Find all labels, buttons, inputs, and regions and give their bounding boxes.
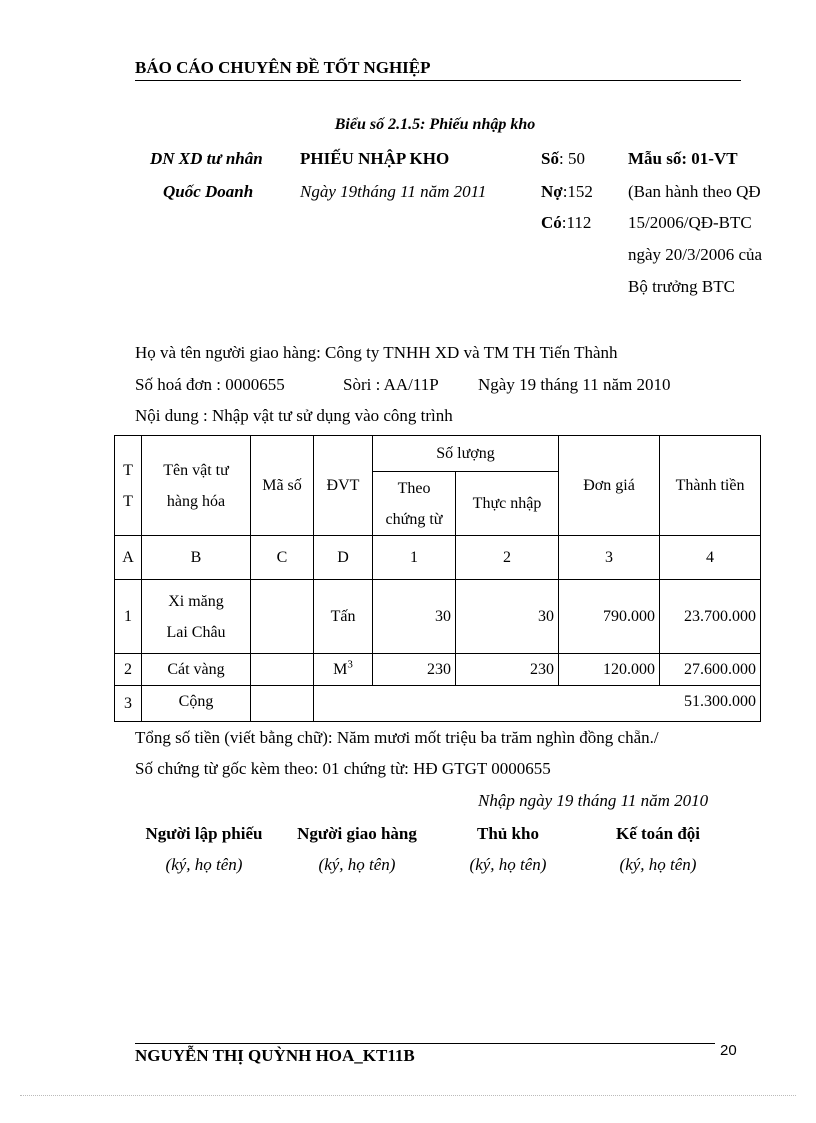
- row-code: [251, 654, 314, 686]
- total-label: Cộng: [142, 686, 251, 722]
- invoice-date: Ngày 19 tháng 11 năm 2010: [478, 375, 671, 394]
- attached-docs: Số chứng từ gốc kèm theo: 01 chứng từ: HĐ GTGT 0000655: [135, 759, 551, 778]
- tt-header-1: T: [123, 461, 133, 479]
- invoice-number: Số hoá đơn : 0000655: [135, 375, 285, 394]
- doc-number: [541, 149, 585, 169]
- name-header-2: hàng hóa: [166, 492, 226, 510]
- row-name-2: Lai Châu: [166, 623, 226, 641]
- co-label: Có: [541, 213, 562, 232]
- template-code: Mẫu số: 01-VT: [628, 149, 738, 168]
- row-tt: 1: [115, 580, 142, 654]
- content-line: Nội dung : Nhập vật tư sử dụng vào công trình: [135, 406, 453, 425]
- co-value: :112: [561, 213, 592, 232]
- no-label: Nợ: [541, 182, 563, 201]
- row-qty-doc: 230: [373, 654, 456, 686]
- letter-cell: 2: [456, 536, 559, 580]
- signature-note: (ký, họ tên): [318, 855, 396, 874]
- name-header-1: Tên vật tư: [163, 461, 229, 479]
- credit-account: [541, 213, 591, 233]
- signature-role: Người lập phiếu: [145, 824, 263, 843]
- signature-note: (ký, họ tên): [165, 855, 243, 874]
- letter-cell: 3: [559, 536, 660, 580]
- row-unit: Tấn: [314, 580, 373, 654]
- header-row: [115, 436, 761, 472]
- letter-cell: 4: [660, 536, 761, 580]
- report-header: BÁO CÁO CHUYÊN ĐỀ TỐT NGHIỆP: [135, 58, 431, 77]
- tt-header-2: T: [123, 492, 133, 510]
- no-value: :152: [562, 182, 593, 201]
- entry-date: Nhập ngày 19 tháng 11 năm 2010: [478, 791, 709, 810]
- header-divider: [135, 80, 741, 81]
- table-row: [115, 654, 761, 686]
- row-code: [251, 580, 314, 654]
- invoice-series: Sòri : AA/11P: [343, 375, 439, 394]
- letter-cell: A: [115, 536, 142, 580]
- signature-role: Thủ kho: [477, 824, 539, 843]
- row-tt: 2: [115, 654, 142, 686]
- footer-divider: [135, 1043, 715, 1044]
- col-tt-header: [115, 436, 142, 536]
- qty-doc-header-1: Theo: [397, 479, 431, 497]
- row-amount: 27.600.000: [660, 654, 761, 686]
- doc-name: PHIẾU NHẬP KHO: [300, 149, 450, 168]
- total-empty-cell: [251, 686, 314, 722]
- row-unit: [314, 654, 373, 686]
- signature-note: (ký, họ tên): [619, 855, 697, 874]
- col-amount-header: Thành tiền: [660, 436, 761, 536]
- letter-cell: C: [251, 536, 314, 580]
- col-qty-header: Số lượng: [373, 436, 559, 472]
- template-line4: Bộ trưởng BTC: [628, 277, 735, 296]
- form-title: Biểu số 2.1.5: Phiếu nhập kho: [334, 116, 536, 133]
- deliverer-line: Họ và tên người giao hàng: Công ty TNHH XD và TM TH Tiến Thành: [135, 343, 618, 362]
- page-number: 20: [720, 1042, 737, 1059]
- signature-role: Người giao hàng: [297, 824, 417, 843]
- footer-author: NGUYỄN THỊ QUỲNH HOA_KT11B: [135, 1046, 415, 1065]
- row-unit-base: M: [333, 661, 348, 678]
- page-bottom-rule: [20, 1095, 796, 1096]
- row-amount: 23.700.000: [660, 580, 761, 654]
- table-row: [115, 580, 761, 654]
- row-qty-actual: 230: [456, 654, 559, 686]
- col-price-header: Đơn giá: [559, 436, 660, 536]
- total-tt: 3: [115, 686, 142, 722]
- row-name-1: Xi măng: [168, 592, 224, 610]
- template-line1: (Ban hành theo QĐ: [628, 182, 761, 201]
- letters-row: [115, 536, 761, 580]
- so-label: Số: [541, 149, 559, 168]
- signature-role: Kế toán đội: [615, 824, 701, 843]
- row-price: 790.000: [559, 580, 660, 654]
- col-name-header: [142, 436, 251, 536]
- row-name: Cát vàng: [142, 654, 251, 686]
- template-line2: 15/2006/QĐ-BTC: [628, 213, 752, 232]
- col-qty-doc-header: [373, 472, 456, 536]
- row-price: 120.000: [559, 654, 660, 686]
- qty-doc-header-2: chứng từ: [385, 510, 443, 528]
- col-code-header: Mã số: [251, 436, 314, 536]
- letter-cell: D: [314, 536, 373, 580]
- col-unit-header: ĐVT: [314, 436, 373, 536]
- doc-date: Ngày 19tháng 11 năm 2011: [300, 182, 487, 201]
- row-unit-sup: 3: [347, 658, 353, 671]
- total-amount: 51.300.000: [314, 686, 761, 722]
- total-row: [115, 686, 761, 722]
- letter-cell: B: [142, 536, 251, 580]
- letter-cell: 1: [373, 536, 456, 580]
- amount-in-words: Tổng số tiền (viết bằng chữ): Năm mươi mốt triệu ba trăm nghìn đồng chẵn./: [135, 728, 659, 747]
- receipt-table: [114, 435, 761, 722]
- col-qty-actual-header: Thực nhập: [456, 472, 559, 536]
- row-name: [142, 580, 251, 654]
- debit-account: [541, 182, 593, 202]
- company-line2: Quốc Doanh: [163, 182, 254, 201]
- template-line3: ngày 20/3/2006 của: [628, 245, 763, 264]
- signature-note: (ký, họ tên): [469, 855, 547, 874]
- row-qty-doc: 30: [373, 580, 456, 654]
- so-value: : 50: [558, 149, 585, 168]
- company-line1: DN XD tư nhân: [150, 149, 263, 168]
- row-qty-actual: 30: [456, 580, 559, 654]
